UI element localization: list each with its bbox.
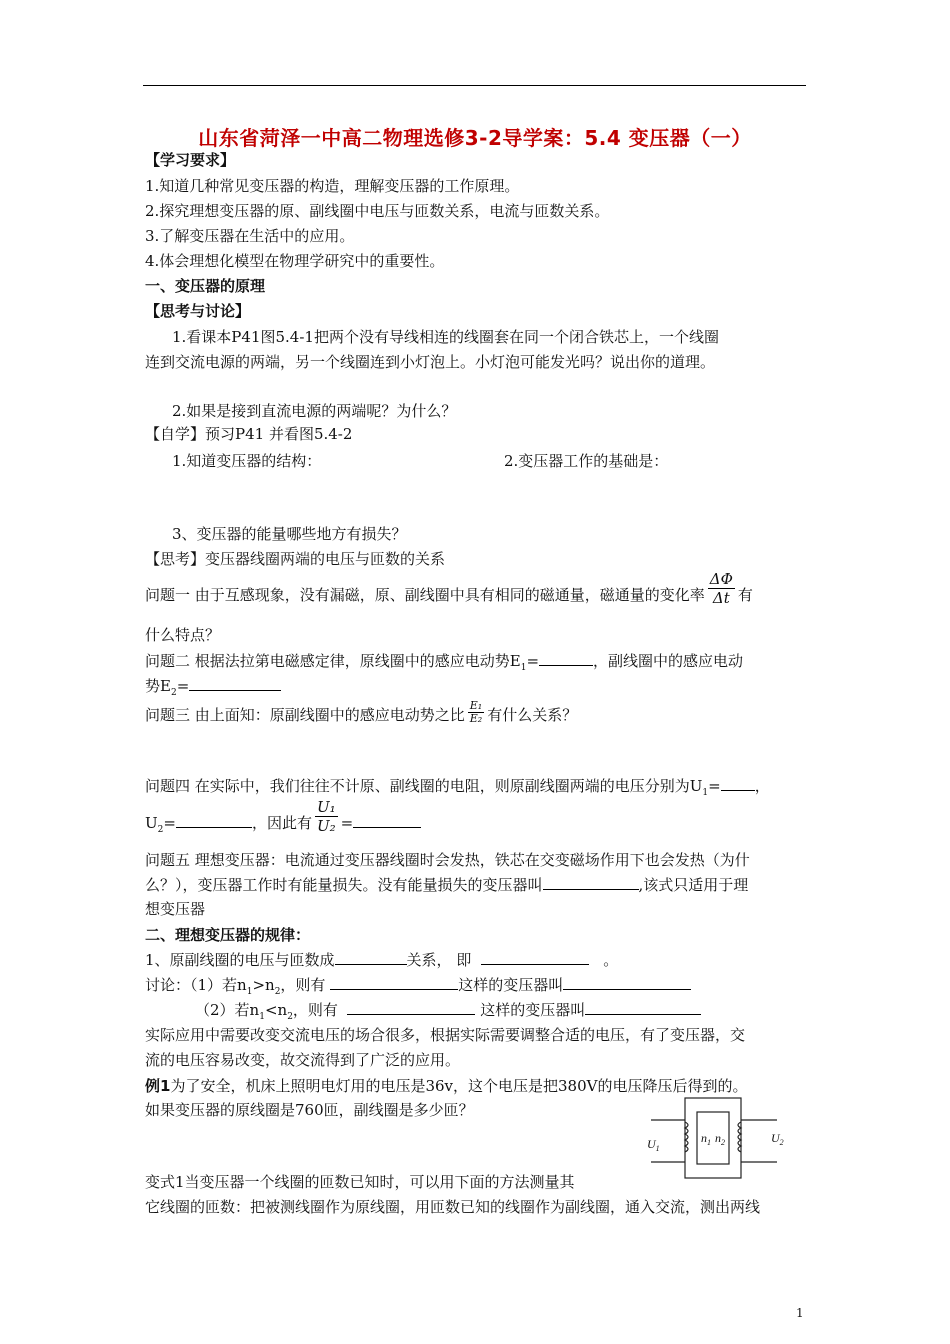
- discussion-text: 这样的变压器叫: [458, 976, 564, 994]
- example-text: 为了安全，机床上照明电灯用的电压是36v，这个电压是把380V的电压降压后得到的。: [170, 1077, 748, 1095]
- discussion-text: ，则有: [292, 1001, 338, 1019]
- equals-sign: =: [176, 677, 190, 695]
- problem-text: 问题三 由上面知：原副线圈中的感应电动势之比: [145, 706, 465, 724]
- question-text: 连到交流电源的两端，另一个线圈连到小灯泡上。小灯泡可能发光吗？说出你的道理。: [145, 353, 716, 371]
- rule-1: [145, 950, 618, 970]
- equals-sign: =: [526, 652, 540, 670]
- self-study-item: 2.变压器工作的基础是：: [504, 452, 669, 470]
- discussion-text: >n: [252, 976, 275, 994]
- question-text: 1.看课本P41图5.4-1把两个没有导线相连的线圈套在同一个闭合铁芯上，一个线圈: [172, 328, 719, 346]
- emf-ratio-fraction: [468, 700, 484, 725]
- problem-text: 什么特点？: [145, 626, 221, 644]
- section-heading: 二、理想变压器的规律：: [145, 926, 311, 944]
- variation-text: 变式1当变压器一个线圈的匝数已知时，可以用下面的方法测量其: [145, 1173, 575, 1191]
- problem-text: U: [145, 814, 158, 832]
- fraction-numerator: U₁: [316, 797, 336, 816]
- learning-item: 2.探究理想变压器的原、副线圈中电压与匝数关系，电流与匝数关系。: [145, 202, 610, 220]
- problem-text: ,该式只适用于理: [638, 876, 749, 894]
- problem-2-cont: [145, 676, 281, 703]
- fraction-numerator: ΔΦ: [709, 569, 733, 588]
- answer-blank[interactable]: [347, 1000, 475, 1015]
- equals-sign: =: [340, 814, 354, 832]
- learning-item: 4.体会理想化模型在物理学研究中的重要性。: [145, 252, 445, 270]
- answer-blank[interactable]: [330, 975, 458, 990]
- problem-text: 么？），变压器工作时有能量损失。没有能量损失的变压器叫: [145, 876, 543, 894]
- answer-blank[interactable]: [539, 651, 593, 666]
- answer-blank[interactable]: [481, 950, 589, 965]
- question-text: 2.如果是接到直流电源的两端呢？为什么？: [172, 402, 457, 420]
- self-study-heading: 【自学】预习P41 并看图5.4-2: [145, 425, 353, 443]
- answer-blank[interactable]: [563, 975, 691, 990]
- problem-text: ，因此有: [251, 814, 312, 832]
- discussion-text: 讨论：（1）若n: [145, 976, 247, 994]
- page-title: 山东省菏泽一中高二物理选修3-2导学案：5.4 变压器（一）: [198, 126, 752, 150]
- answer-blank[interactable]: [721, 776, 755, 791]
- fraction-denominator: U₂: [316, 816, 336, 835]
- discussion-1: 讨论：（1）若$n_1>n_2$，则有 这样的变压器叫: [145, 975, 691, 1002]
- problem-text: ，副线圈中的感应电动: [593, 652, 744, 670]
- problem-4: [145, 776, 770, 803]
- equals-sign: =: [163, 814, 176, 832]
- think-heading: 【思考】变压器线圈两端的电压与匝数的关系: [145, 550, 446, 568]
- answer-blank[interactable]: [543, 875, 639, 890]
- problem-5-cont: [145, 875, 748, 895]
- punctuation: 。: [603, 951, 619, 969]
- subscript: 2: [170, 688, 177, 698]
- application-text: 实际应用中需要改变交流电压的场合很多，根据实际需要调整合适的电压，有了变压器，交: [145, 1026, 746, 1044]
- learning-header: 【学习要求】: [145, 151, 236, 169]
- problem-text: 问题四 在实际中，我们往往不计原、副线圈的电阻，则原副线圈两端的电压分别为U: [145, 777, 703, 795]
- application-text: 流的电压容易改变，故交流得到了广泛的应用。: [145, 1051, 461, 1069]
- subscript: 1: [702, 788, 709, 798]
- voltage-ratio-fraction: [315, 798, 338, 835]
- self-study-item: 3、变压器的能量哪些地方有损失？: [172, 525, 407, 543]
- fraction-denominator: Δt: [712, 588, 730, 607]
- problem-text: 问题二 根据法拉第电磁感定律，原线圈中的感应电动势E: [145, 652, 521, 670]
- rule-text: 关系， 即: [406, 951, 472, 969]
- problem-text: 问题五 理想变压器：电流通过变压器线圈时会发热，铁芯在交变磁场作用下也会发热（为什: [145, 851, 750, 869]
- self-study-item: 1.知道变压器的结构：: [172, 452, 322, 470]
- problem-text: 势E: [145, 677, 171, 695]
- transformer-core-outer: [685, 1098, 741, 1178]
- answer-blank[interactable]: [585, 1000, 701, 1015]
- learning-item: 3.了解变压器在生活中的应用。: [145, 227, 355, 245]
- variation-text: 它线圈的匝数：把被测线圈作为原线圈，用匝数已知的线圈作为副线圈，通入交流，测出两线: [145, 1198, 761, 1216]
- answer-blank[interactable]: [335, 950, 407, 965]
- subscript: 2: [157, 825, 164, 835]
- equals-sign: =: [708, 777, 721, 795]
- learning-item: 1.知道几种常见变压器的构造，理解变压器的工作原理。: [145, 177, 520, 195]
- answer-blank[interactable]: [176, 813, 252, 828]
- punctuation: ，: [754, 777, 770, 795]
- problem-4-cont: [145, 797, 421, 840]
- answer-blank[interactable]: [189, 676, 281, 691]
- example-label: 例1: [145, 1077, 171, 1095]
- discussion-text: ，则有: [280, 976, 326, 994]
- fraction-numerator: E₁: [469, 698, 483, 712]
- discussion-text: <n: [264, 1001, 288, 1019]
- answer-blank[interactable]: [353, 813, 421, 828]
- example-text: 如果变压器的原线圈是760匝，副线圈是多少匝？: [145, 1101, 474, 1119]
- n2-label: $n_2$: [715, 1131, 725, 1147]
- problem-text: 想变压器: [145, 900, 206, 918]
- discussion-2: （2）若$n_1<n_2$，则有 这样的变压器叫: [195, 1000, 701, 1027]
- problem-text: 有什么关系？: [487, 706, 578, 724]
- fraction-denominator: E₂: [469, 711, 483, 725]
- problem-text: 有: [737, 586, 753, 604]
- rule-text: 1、原副线圈的电压与匝数成: [145, 951, 335, 969]
- problem-text: 问题一 由于互感现象，没有漏磁，原、副线圈中具有相同的磁通量，磁通量的变化率: [145, 586, 705, 604]
- section-heading: 一、变压器的原理: [145, 277, 266, 295]
- page-number: 1: [796, 1306, 804, 1320]
- n1-label: $n_1$: [701, 1131, 711, 1147]
- flux-rate-fraction: [708, 570, 735, 607]
- problem-3: [145, 698, 578, 725]
- u2-label: $U_2$: [771, 1131, 784, 1147]
- discussion-text: （2）若n: [195, 1001, 260, 1019]
- problem-2: [145, 651, 743, 678]
- transformer-diagram: [643, 1090, 803, 1190]
- subscript: 1: [520, 663, 527, 673]
- header-rule: [143, 85, 806, 86]
- u1-label: $U_1$: [647, 1137, 660, 1153]
- discussion-text: 这样的变压器叫: [480, 1001, 586, 1019]
- think-discuss-heading: 【思考与讨论】: [145, 302, 251, 320]
